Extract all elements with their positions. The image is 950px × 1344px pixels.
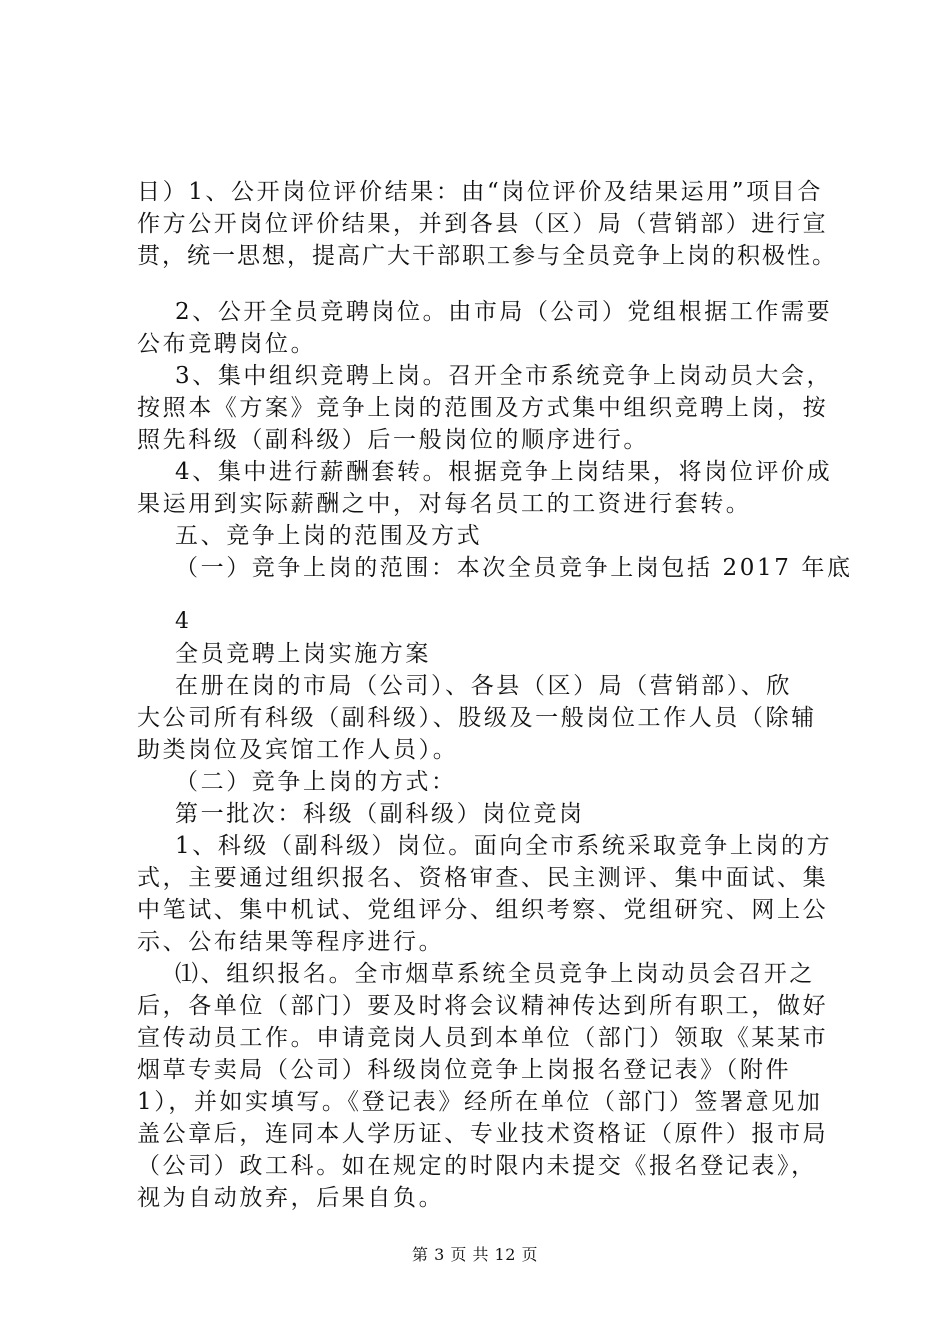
paragraph-line: 盖公章后，连同本人学历证、专业技术资格证（原件）报市局 bbox=[137, 1121, 829, 1147]
document-title: 全员竞聘上岗实施方案 bbox=[175, 641, 431, 667]
paragraph-line: 助类岗位及宾馆工作人员）。 bbox=[137, 737, 459, 763]
paragraph-line: 2、公开全员竞聘岗位。由市局（公司）党组根据工作需要 bbox=[175, 299, 833, 325]
paragraph-line: 公布竞聘岗位。 bbox=[137, 331, 317, 357]
page-footer: 第 3 页 共 12 页 bbox=[412, 1245, 538, 1264]
paragraph-line: 照先科级（副科级）后一般岗位的顺序进行。 bbox=[137, 427, 649, 453]
paragraph-line: 贯，统一思想，提高广大干部职工参与全员竞争上岗的积极性。 bbox=[137, 243, 837, 269]
paragraph-line: ⑴、组织报名。全市烟草系统全员竞争上岗动员会召开之 bbox=[175, 961, 815, 987]
page-number-marker: 4 bbox=[175, 609, 189, 634]
paragraph-line: （公司）政工科。如在规定的时限内未提交《报名登记表》， bbox=[137, 1153, 817, 1179]
paragraph-line: 烟草专卖局（公司）科级岗位竞争上岗报名登记表》（附件 bbox=[137, 1057, 792, 1083]
paragraph-line: 式，主要通过组织报名、资格审查、民主测评、集中面试、集 bbox=[137, 865, 829, 891]
paragraph-line: 按照本《方案》竞争上岗的范围及方式集中组织竞聘上岗，按 bbox=[137, 395, 829, 421]
section-heading: 五、竞争上岗的范围及方式 bbox=[175, 523, 483, 549]
paragraph-line: 中笔试、集中机试、党组评分、组织考察、党组研究、网上公 bbox=[137, 897, 829, 923]
section-heading: 第一批次：科级（副科级）岗位竞岗 bbox=[175, 801, 585, 827]
paragraph-line: 1），并如实填写。《登记表》经所在单位（部门）签署意见加 bbox=[137, 1089, 823, 1115]
paragraph-line: 日）1、公开岗位评价结果：由“岗位评价及结果运用”项目合 bbox=[137, 179, 823, 205]
section-heading: （二）竞争上岗的方式： bbox=[175, 769, 457, 795]
paragraph-line: 示、公布结果等程序进行。 bbox=[137, 929, 445, 955]
paragraph-line: 作方公开岗位评价结果，并到各县（区）局（营销部）进行宣 bbox=[137, 211, 829, 237]
paragraph-line: 大公司所有科级（副科级）、股级及一般岗位工作人员（除辅 bbox=[137, 705, 817, 731]
paragraph-line: 3、集中组织竞聘上岗。召开全市系统竞争上岗动员大会， bbox=[175, 363, 833, 389]
paragraph-line: 在册在岗的市局（公司）、各县（区）局（营销部）、欣 bbox=[175, 673, 792, 699]
paragraph-line: （一）竞争上岗的范围：本次全员竞争上岗包括 2017 年底 bbox=[175, 555, 853, 581]
paragraph-line: 宣传动员工作。申请竞岗人员到本单位（部门）领取《某某市 bbox=[137, 1025, 829, 1051]
paragraph-line: 4、集中进行薪酬套转。根据竞争上岗结果，将岗位评价成 bbox=[175, 459, 833, 485]
paragraph-line: 1、科级（副科级）岗位。面向全市系统采取竞争上岗的方 bbox=[175, 833, 833, 859]
paragraph-line: 后，各单位（部门）要及时将会议精神传达到所有职工，做好 bbox=[137, 993, 829, 1019]
paragraph-line: 果运用到实际薪酬之中，对每名员工的工资进行套转。 bbox=[137, 491, 752, 517]
paragraph-line: 视为自动放弃，后果自负。 bbox=[137, 1185, 445, 1211]
